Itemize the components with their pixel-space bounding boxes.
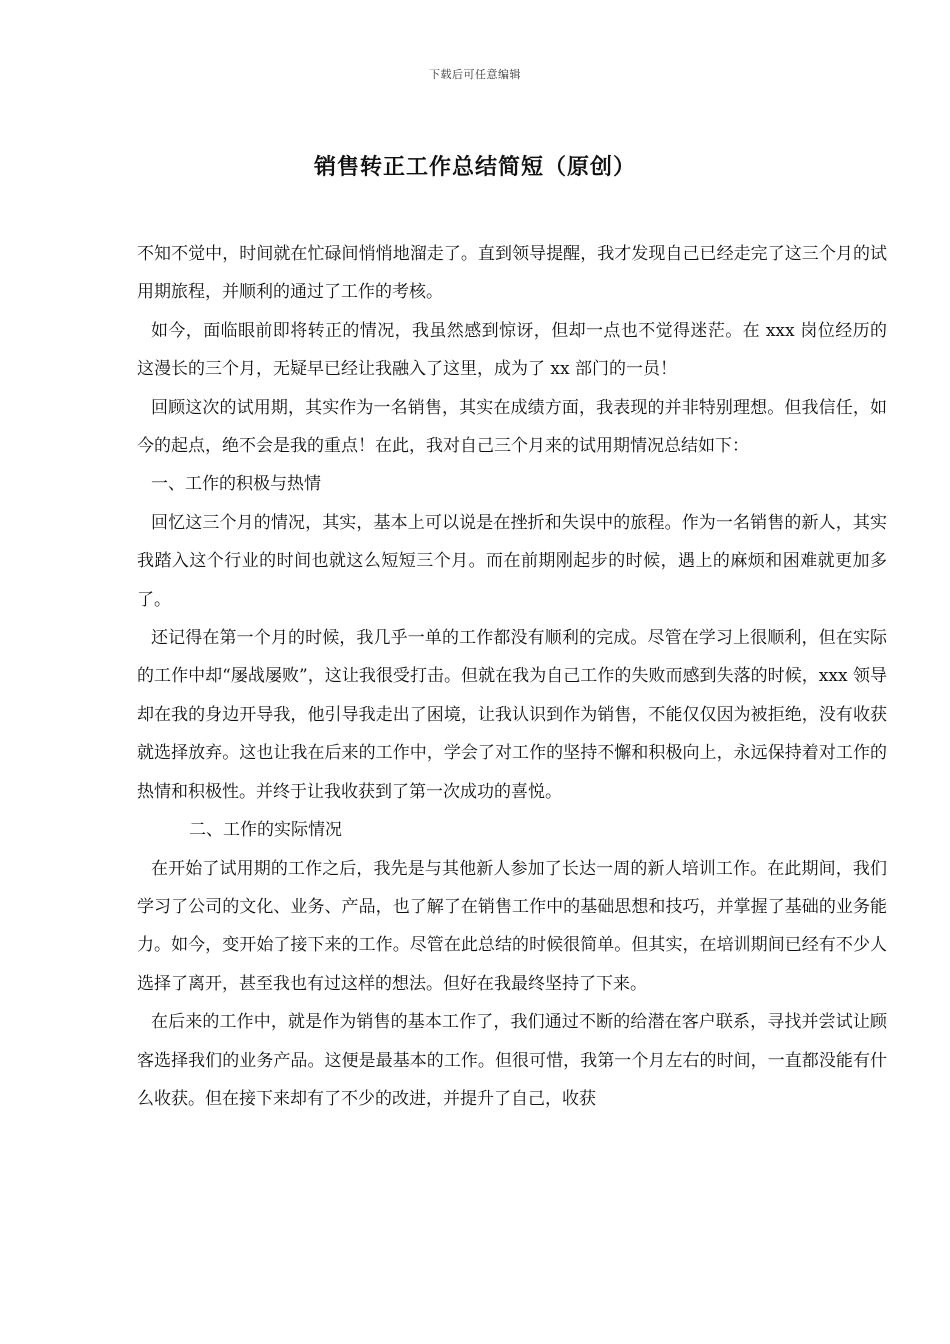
- paragraph: 还记得在第一个月的时候，我几乎一单的工作都没有顺利的完成。尽管在学习上很顺利，但在实际的工作中却“屡战屡败”，这让我很受打击。但就在我为自己工作的失败而感到失落的时候，xxx 领导却在我的身边开导我，他引导我走出了困境，让我认识到作为销售，不能仅仅因为被拒绝，没有收获就选择放弃。这也让我在后来的工作中，学会了对工作的坚持不懈和积极向上，永远保持着对工作的热情和积极性。并终于让我收获到了第一次成功的喜悦。: [137, 628, 887, 802]
- paragraph: 在后来的工作中，就是作为销售的基本工作了，我们通过不断的给潜在客户联系，寻找并尝试让顾客选择我们的业务产品。这便是最基本的工作。但很可惜，我第一个月左右的时间，一直都没能有什么收获。但在接下来却有了不少的改进，并提升了自己，收获: [137, 1012, 887, 1109]
- section-heading: 一、工作的积极与热情: [151, 474, 321, 495]
- paragraph: 如今，面临眼前即将转正的情况，我虽然感到惊讶，但却一点也不觉得迷茫。在 xxx 岗位经历的这漫长的三个月，无疑早已经让我融入了这里，成为了 xx 部门的一员！: [137, 320, 887, 380]
- document-body: [137, 235, 887, 1118]
- page-header-note: 下载后可任意编辑: [429, 68, 521, 81]
- document-title: 销售转正工作总结简短（原创）: [313, 155, 636, 180]
- section-heading: 二、工作的实际情况: [189, 820, 342, 841]
- paragraph: 回顾这次的试用期，其实作为一名销售，其实在成绩方面，我表现的并非特别理想。但我信任，如今的起点，绝不会是我的重点！在此，我对自己三个月来的试用期情况总结如下：: [137, 397, 887, 457]
- paragraph: 在开始了试用期的工作之后，我先是与其他新人参加了长达一周的新人培训工作。在此期间，我们学习了公司的文化、业务、产品，也了解了在销售工作中的基础思想和技巧，并掌握了基础的业务能力。如今，变开始了接下来的工作。尽管在此总结的时候很简单。但其实，在培训期间已经有不少人选择了离开，甚至我也有过这样的想法。但好在我最终坚持了下来。: [137, 858, 887, 994]
- paragraph: 回忆这三个月的情况，其实，基本上可以说是在挫折和失误中的旅程。作为一名销售的新人，其实我踏入这个行业的时间也就这么短短三个月。而在前期刚起步的时候，遇上的麻烦和困难就更加多了。: [137, 512, 887, 610]
- paragraph: 不知不觉中，时间就在忙碌间悄悄地溜走了。直到领导提醒，我才发现自己已经走完了这三个月的试用期旅程，并顺利的通过了工作的考核。: [137, 244, 887, 303]
